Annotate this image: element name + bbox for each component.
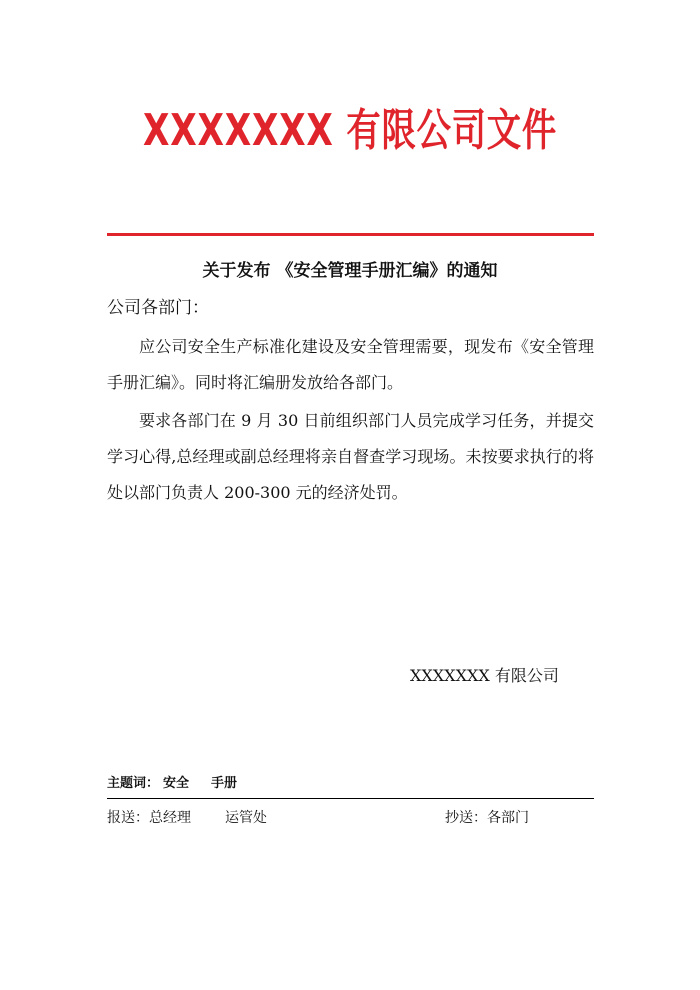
document-header-title: XXXXXXX 有限公司文件	[142, 105, 558, 156]
issuer-signature: XXXXXXX 有限公司	[410, 666, 559, 685]
report-to	[107, 808, 267, 828]
footer-rule	[107, 798, 594, 799]
header-red-rule	[107, 233, 594, 236]
keyword: 安全	[163, 776, 190, 791]
notice-subject: 关于发布 《安全管理手册汇编》的通知	[202, 261, 498, 281]
report-to-recipient: 总经理	[149, 810, 191, 826]
report-to-recipient: 运管处	[225, 810, 267, 826]
copy-to-recipient: 各部门	[487, 810, 529, 826]
body-paragraph-2: 要求各部门在 9 月 30 日前组织部门人员完成学习任务，并提交学习心得,总经理或副总经理将亲自督查学习现场。未按要求执行的将处以部门负责人 200-300 元的经济处罚。	[107, 411, 594, 502]
salutation: 公司各部门：	[107, 298, 209, 318]
body-paragraph-1: 应公司安全生产标准化建设及安全管理需要，现发布《安全管理手册汇编》。同时将汇编册发放给各部门。	[107, 337, 594, 392]
copy-to-label: 抄送：	[445, 810, 487, 826]
report-to-label: 报送：	[107, 810, 149, 826]
keywords-line	[107, 774, 241, 794]
keyword: 手册	[211, 776, 238, 791]
copy-to	[445, 808, 529, 828]
keywords-label: 主题词：	[107, 776, 160, 791]
